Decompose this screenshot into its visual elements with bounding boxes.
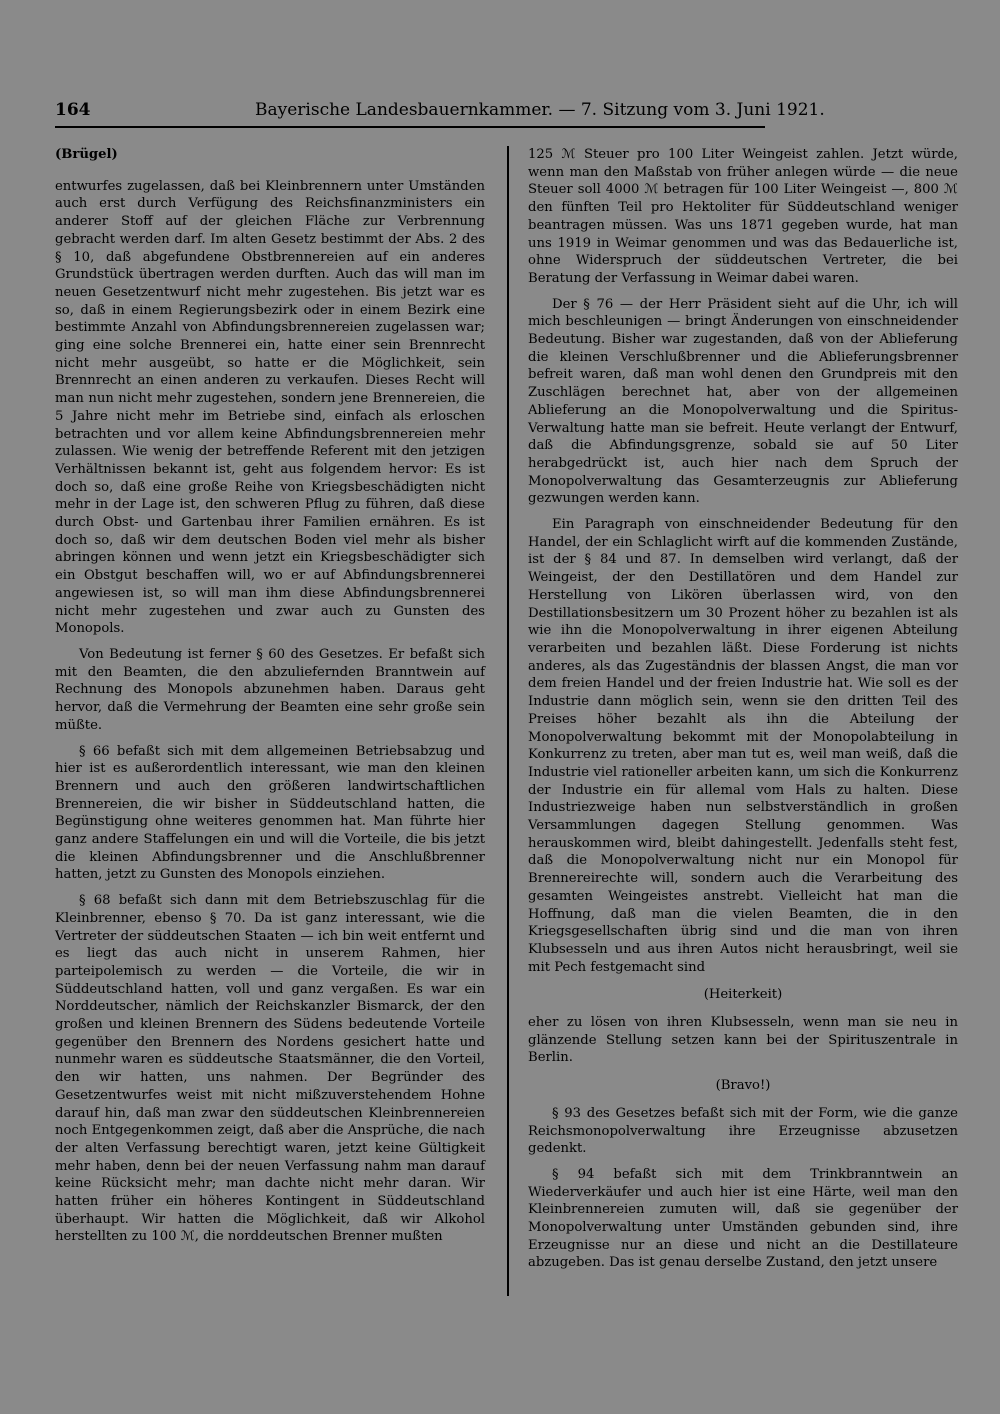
paragraph: § 66 befaßt sich mit dem allgemeinen Betriebsabzug und hier ist es außerordentlich interessant, wie man den kleinen Brennern und auch den größeren landwirtschaftlichen Brennereien, die wir bisher in Süddeutschland hatten, die Begünstigung ohne weiteres genommen hat. Man führte hier ganz andere Staffelungen ein und will die Vorteile, die bis jetzt die kleinen Abfindungsbrenner und die Anschlußbrenner hatten, jetzt zu Gunsten des Monopols einziehen. [55,743,485,883]
paragraph: 125 ℳ Steuer pro 100 Liter Weingeist zahlen. Jetzt würde, wenn man den Maßstab von früher anlegen würde — die neue Steuer soll 4000 ℳ betragen für 100 Liter Weingeist —, 800 ℳ den fünften Teil pro Hektoliter für Süddeutschland weniger beantragen müssen. Was uns 1871 gegeben wurde, hat man uns 1919 in Weimar genommen und was das Bedauerliche ist, ohne Widerspruch der süddeutschen Vertreter, die bei Beratung der Verfassung in Weimar dabei waren. [528,147,958,286]
paragraph: Der § 76 — der Herr Präsident sieht auf die Uhr, ich will mich beschleunigen — bringt Änderungen von einschneidender Bedeutung. Bisher war zugestanden, daß von der Ablieferung die kleinen Verschlußbrenner und die Ablieferungsbrenner befreit waren, daß man wohl denen den Grundpreis mit den Zuschlägen berechnet hat, aber von der allgemeinen Ablieferung an die Monopolverwaltung und die Spiritus-Verwaltung hatte man sie befreit. Heute verlangt der Entwurf, daß die Abfindungsgrenze, sobald sie auf 50 Liter herabgedrückt ist, auch hier nach dem Spruch der Monopolverwaltung das Gesamterzeugnis zur Ablieferung gezwungen werden kann. [528,296,958,507]
paragraph: entwurfes zugelassen, daß bei Kleinbrennern unter Umständen auch erst durch Verfügung des Reichsfinanzministers ein anderer Stoff auf der gleichen Fläche zur Verbrennung gebracht werden darf. Im alten Gesetz bestimmt der Abs. 2 des § 10, daß abgefundene Obstbrennereien auf ein anderes Grundstück übertragen werden durften. Auch das will man im neuen Gesetzentwurf nicht mehr zugestehen. Bis jetzt war es so, daß in einem Regierungsbezirk oder in einem Bezirk eine bestimmte Anzahl von Abfindungsbrennereien zugelassen war; ging eine solche Brennerei ein, hatte einer sein Brennrecht nicht mehr ausgeübt, so hatte er die Möglichkeit, sein Brennrecht an einen anderen zu verkaufen. Dieses Recht will man nun nicht mehr zugestehen, sondern jene Brennereien, die 5 Jahre nicht mehr im Betriebe sind, einfach als erloschen betrachten und vor allem keine Abfindungsbrennereien mehr zulassen. Wie wenig der betreffende Referent mit den jetzigen Verhältnissen bekannt ist, geht aus folgendem hervor: Es ist doch so, daß eine große Reihe von Kriegsbeschädigten nicht mehr in der Lage ist, den schweren Pflug zu führen, daß diese durch Obst- und Gartenbau ihrer Familien ernähren. Es ist doch so, daß wir dem deutschen Boden viel mehr als bisher abringen können und wenn jetzt ein Kriegsbeschädigter sich ein Obstgut beschaffen will, wo er auf Abfindungsbrennerei angewiesen ist, so will man ihm diese Abfindungsbrennerei nicht mehr zugestehen und zwar auch zu Gunsten des Monopols. [55,178,485,637]
speaker-label: (Brügel) [55,147,118,162]
paragraph: Ein Paragraph von einschneidender Bedeutung für den Handel, der ein Schlaglicht wirft auf die kommenden Zustände, ist der § 84 und 87. In demselben wird verlangt, daß der Weingeist, der den Destillatören und dem Handel zur Herstellung von Likören überlassen wird, von den Destillationsbesitzern um 30 Prozent höher zu bezahlen ist als wie ihn die Monopolverwaltung in ihrer eigenen Abteilung verarbeiten und bezahlen läßt. Diese Forderung ist nichts anderes, als das Zugeständnis der blassen Angst, die man vor dem freien Handel und der freien Industrie hat. Wie soll es der Industrie dann möglich sein, wenn sie den dritten Teil des Preises höher bezahlt als ihn die Abteilung der Monopolverwaltung bekommt mit der Monopolabteilung in Konkurrenz zu treten, aber man tut es, weil man weiß, daß die Industrie viel rationeller arbeiten kann, um sich die Konkurrenz der Industrie ein für allemal vom Hals zu halten. Diese Industriezweige haben nun selbstverständlich in großen Versammlungen dagegen Stellung genommen. Was herauskommen wird, bleibt dahingestellt. Jedenfalls steht fest, daß die Monopolverwaltung nicht nur ein Monopol für Brennereirechte will, sondern auch die Verarbeitung des gesamten Weingeistes anstrebt. Vielleicht hat man die Hoffnung, daß man die vielen Beamten, die in den Kriegsgesellschaften übrig sind und die man von ihren Klubsesseln und aus ihren Autos nicht herausbringt, weil sie mit Pech festgemacht sind [528,517,958,975]
paragraph: Von Bedeutung ist ferner § 60 des Gesetzes. Er befaßt sich mit den Beamten, die den abzuliefernden Branntwein auf Rechnung des Monopols abzunehmen haben. Daraus geht hervor, daß die Vermehrung der Beamten eine sehr große sein müßte. [55,646,485,733]
page-header [55,96,825,128]
page-number: 164 [55,100,91,120]
paragraph: § 93 des Gesetzes befaßt sich mit der Form, wie die ganze Reichsmonopolverwaltung ihre Erzeugnisse abzusetzen gedenkt. [528,1105,958,1157]
interjection: (Heiterkeit) [703,987,783,1003]
right-column [528,146,958,1280]
running-title: Bayerische Landesbauernkammer. — 7. Sitzung vom 3. Juni 1921. [255,100,825,120]
interjection: (Bravo!) [715,1078,771,1094]
left-column [55,146,485,1254]
paragraph: § 68 befaßt sich dann mit dem Betriebszuschlag für die Kleinbrenner, ebenso § 70. Da ist ganz interessant, wie die Vertreter der süddeutschen Staaten — ich bin weit entfernt und es liegt das auch nicht in unserem Rahmen, hier parteipolemisch zu werden — die Vorteile, die wir in Süddeutschland hatten, voll und ganz vergaßen. Es war ein Norddeutscher, nämlich der Reichskanzler Bismarck, der den großen und kleinen Brennern des Südens bedeutende Vorteile gegenüber den Brennern des Nordens gesichert hatte und nunmehr waren es süddeutsche Staatsmänner, die den Vorteil, den wir hatten, uns nahmen. Der Begründer des Gesetzentwurfes weist mit nicht mißzuverstehendem Hohne darauf hin, daß man zwar den süddeutschen Kleinbrennereien noch Entgegenkommen zeigt, daß aber die Ansprüche, die nach der alten Verfassung berechtigt waren, jetzt keine Gültigkeit mehr haben, denn bei der neuen Verfassung nahm man darauf keine Rücksicht mehr; man dachte nicht mehr daran. Wir hatten früher ein höheres Kontingent in Süddeutschland überhaupt. Wir hatten die Möglichkeit, daß wir Alkohol herstellten zu 100 ℳ, die norddeutschen Brenner mußten [55,893,485,1245]
paragraph: § 94 befaßt sich mit dem Trinkbranntwein an Wiederverkäufer und auch hier ist eine Härte, weil man den Kleinbrennereien zumuten will, daß sie gegenüber der Monopolverwaltung unter Umständen gebunden sind, ihre Erzeugnisse nur an diese und nicht an die Destillateure abzugeben. Das ist genau derselbe Zustand, den jetzt unsere [528,1166,958,1271]
column-divider [507,146,509,1296]
paragraph: eher zu lösen von ihren Klubsesseln, wenn man sie neu in glänzende Stellung setzen kann bei der Spirituszentrale in Berlin. [528,1015,958,1066]
